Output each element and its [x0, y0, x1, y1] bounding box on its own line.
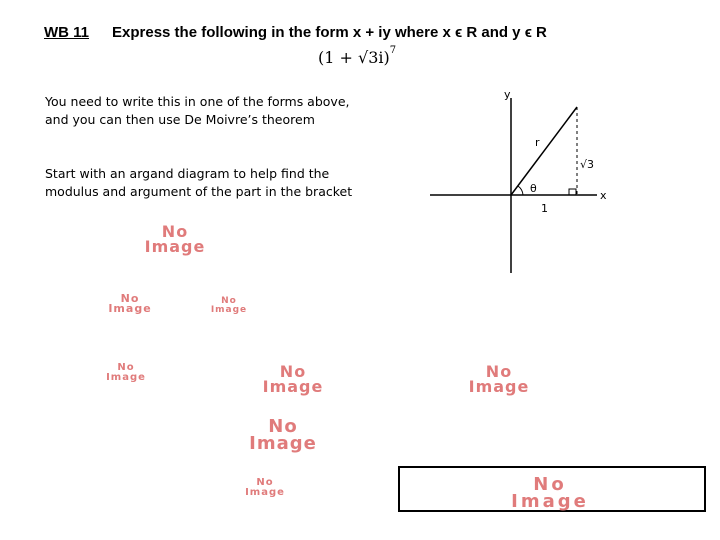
- image-placeholder: No Image: [468, 362, 530, 397]
- image-placeholder: No Image: [210, 296, 248, 315]
- worked-example-label: WB 11: [44, 24, 90, 41]
- image-placeholder: No Image: [511, 474, 589, 513]
- modulus-label: r: [535, 136, 540, 149]
- angle-label: θ: [530, 182, 537, 195]
- y-axis-label: y: [504, 88, 511, 101]
- image-placeholder: No Image: [262, 362, 324, 397]
- instruction-heading: Express the following in the form x + iy where x ϵ R and y ϵ R: [112, 24, 547, 41]
- image-placeholder: No Image: [245, 477, 285, 498]
- angle-arc: [518, 186, 523, 195]
- right-angle-marker: [569, 189, 576, 195]
- real-part-label: 1: [541, 202, 548, 215]
- expression-base: (1 + √3i): [318, 48, 390, 67]
- image-placeholder: No Image: [108, 292, 152, 316]
- image-placeholder: No Image: [249, 416, 317, 455]
- note-argand: Start with an argand diagram to help find the modulus and argument of the part in the bracket: [45, 166, 353, 199]
- expression-exponent: 7: [389, 44, 397, 56]
- image-placeholder: No Image: [106, 362, 146, 383]
- imaginary-part-label: √3: [580, 158, 595, 171]
- note-forms: You need to write this in one of the forms above, and you can then use De Moivre’s theorem: [45, 94, 350, 127]
- modulus-line: [511, 107, 577, 195]
- image-placeholder: No Image: [144, 222, 206, 257]
- x-axis-label: x: [600, 189, 607, 202]
